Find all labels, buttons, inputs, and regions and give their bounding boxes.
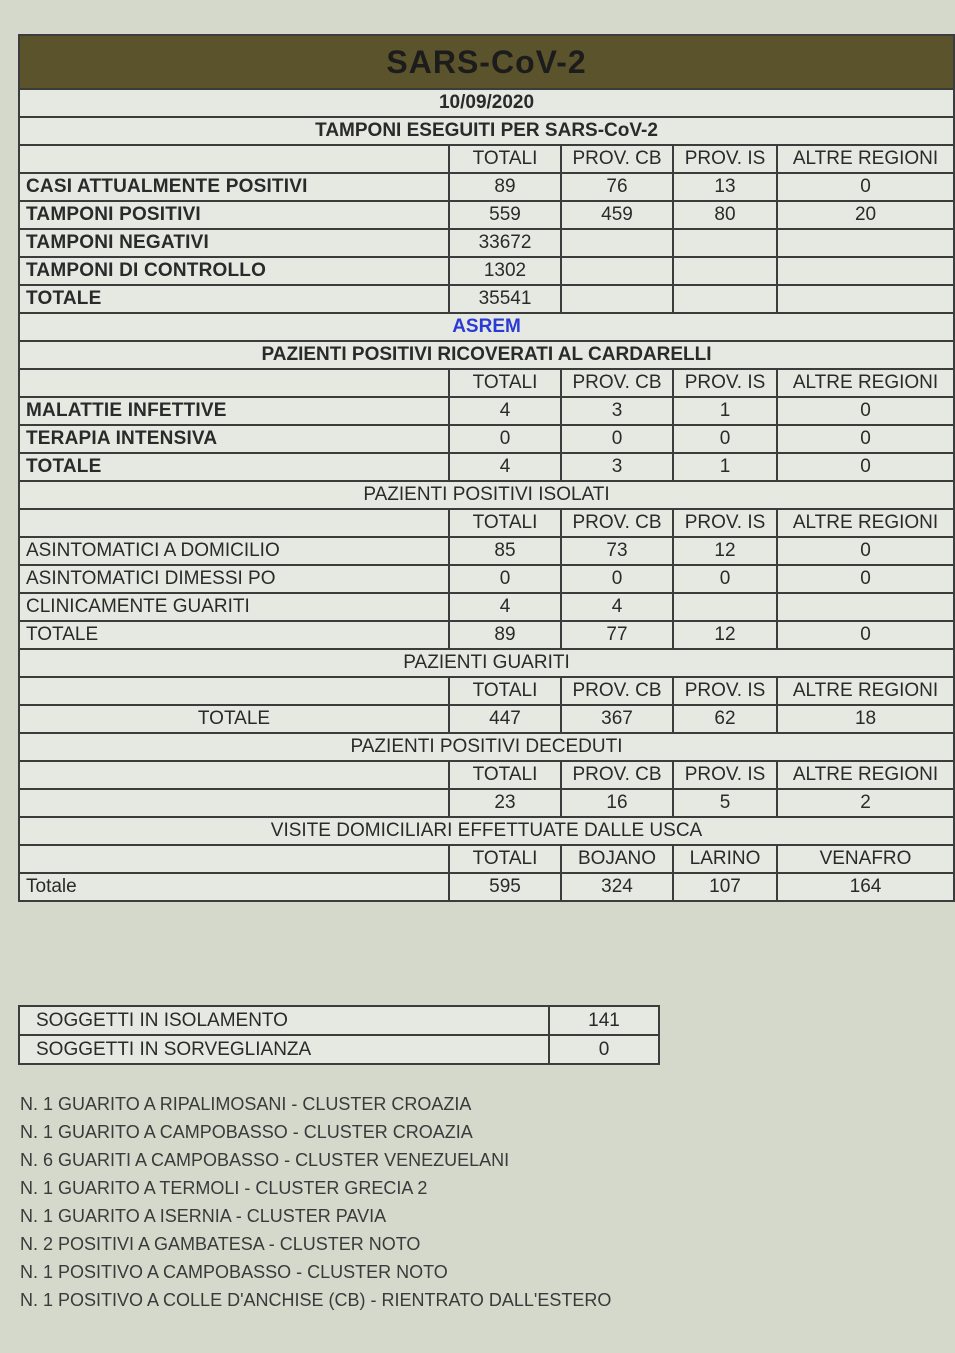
report-sheet: [18, 34, 953, 902]
cell-value: 0: [777, 565, 954, 593]
cell-value: 3: [561, 453, 673, 481]
cell-value: 324: [561, 873, 673, 901]
cell-value: 559: [449, 201, 561, 229]
column-header: ALTRE REGIONI: [777, 677, 954, 705]
cell-value: 5: [673, 789, 777, 817]
cell-value: [777, 257, 954, 285]
cell-value: [561, 285, 673, 313]
row-label: TOTALE: [19, 453, 449, 481]
empty-cell: [19, 509, 449, 537]
cell-value: 0: [549, 1035, 659, 1064]
cell-value: [561, 229, 673, 257]
table-row: [19, 1006, 659, 1035]
cell-value: 1: [673, 453, 777, 481]
column-header: PROV. IS: [673, 369, 777, 397]
cell-value: [777, 285, 954, 313]
note-line: N. 1 GUARITO A CAMPOBASSO - CLUSTER CROAZIA: [20, 1122, 473, 1142]
note-line: N. 1 GUARITO A ISERNIA - CLUSTER PAVIA: [20, 1206, 387, 1226]
table-row: [19, 873, 954, 901]
empty-cell: [19, 845, 449, 873]
cell-value: 89: [449, 621, 561, 649]
column-header: PROV. IS: [673, 145, 777, 173]
cell-value: 35541: [449, 285, 561, 313]
table-row: [19, 257, 954, 285]
cell-value: [561, 257, 673, 285]
cell-value: 447: [449, 705, 561, 733]
row-label: TOTALE: [19, 285, 449, 313]
row-label: TAMPONI POSITIVI: [19, 201, 449, 229]
note-line: N. 1 POSITIVO A COLLE D'ANCHISE (CB) - RIENTRATO DALL'ESTERO: [20, 1290, 612, 1310]
cell-value: 1: [673, 397, 777, 425]
cell-value: 1302: [449, 257, 561, 285]
cell-value: [673, 257, 777, 285]
cell-value: 89: [449, 173, 561, 201]
column-header: PROV. CB: [561, 509, 673, 537]
column-header: BOJANO: [561, 845, 673, 873]
row-label: TOTALE: [19, 621, 449, 649]
cell-value: [777, 229, 954, 257]
row-label: ASINTOMATICI DIMESSI PO: [19, 565, 449, 593]
column-header: PROV. IS: [673, 509, 777, 537]
empty-cell: [19, 789, 449, 817]
column-header: PROV. IS: [673, 761, 777, 789]
section-heading-tamponi: TAMPONI ESEGUITI PER SARS-CoV-2: [19, 117, 954, 145]
cell-value: [673, 229, 777, 257]
cell-value: 459: [561, 201, 673, 229]
cell-value: 0: [777, 397, 954, 425]
cell-value: 2: [777, 789, 954, 817]
cell-value: 4: [449, 453, 561, 481]
column-header: PROV. CB: [561, 761, 673, 789]
cell-value: 62: [673, 705, 777, 733]
column-header: PROV. CB: [561, 145, 673, 173]
column-header: PROV. CB: [561, 369, 673, 397]
header-row: [19, 761, 954, 789]
cell-value: 16: [561, 789, 673, 817]
cell-value: 141: [549, 1006, 659, 1035]
table-row: [19, 1035, 659, 1064]
row-label: CLINICAMENTE GUARITI: [19, 593, 449, 621]
header-row: [19, 845, 954, 873]
row-label: TOTALE: [19, 705, 449, 733]
table-row: [19, 789, 954, 817]
cell-value: 85: [449, 537, 561, 565]
cell-value: 0: [777, 453, 954, 481]
cell-value: 0: [561, 425, 673, 453]
table-row: [19, 425, 954, 453]
table-row: [19, 173, 954, 201]
cell-value: 0: [777, 173, 954, 201]
empty-cell: [19, 145, 449, 173]
row-label: SOGGETTI IN ISOLAMENTO: [19, 1006, 549, 1035]
note-line: N. 1 GUARITO A TERMOLI - CLUSTER GRECIA 2: [20, 1178, 428, 1198]
cell-value: 20: [777, 201, 954, 229]
cell-value: 0: [449, 565, 561, 593]
report-date: 10/09/2020: [19, 89, 954, 117]
section-heading-guariti: PAZIENTI GUARITI: [19, 649, 954, 677]
cell-value: 3: [561, 397, 673, 425]
notes-list: [20, 1090, 820, 1314]
column-header: ALTRE REGIONI: [777, 145, 954, 173]
table-row: [19, 565, 954, 593]
row-label: TAMPONI NEGATIVI: [19, 229, 449, 257]
cell-value: 595: [449, 873, 561, 901]
column-header: LARINO: [673, 845, 777, 873]
header-row: [19, 677, 954, 705]
column-header: PROV. CB: [561, 677, 673, 705]
cell-value: 12: [673, 621, 777, 649]
column-header: TOTALI: [449, 677, 561, 705]
note-line: N. 2 POSITIVI A GAMBATESA - CLUSTER NOTO: [20, 1234, 421, 1254]
header-row: [19, 145, 954, 173]
column-header: ALTRE REGIONI: [777, 761, 954, 789]
column-header: ALTRE REGIONI: [777, 509, 954, 537]
report-title: SARS-CoV-2: [19, 35, 954, 89]
row-label: ASINTOMATICI A DOMICILIO: [19, 537, 449, 565]
note-line: N. 1 GUARITO A RIPALIMOSANI - CLUSTER CROAZIA: [20, 1094, 472, 1114]
cell-value: 12: [673, 537, 777, 565]
cell-value: 73: [561, 537, 673, 565]
cell-value: 0: [673, 425, 777, 453]
table-row: [19, 705, 954, 733]
cell-value: 18: [777, 705, 954, 733]
column-header: TOTALI: [449, 845, 561, 873]
row-label: MALATTIE INFETTIVE: [19, 397, 449, 425]
cell-value: 4: [449, 593, 561, 621]
empty-cell: [19, 761, 449, 789]
cell-value: [673, 593, 777, 621]
table-row: [19, 621, 954, 649]
section-heading-isolati: PAZIENTI POSITIVI ISOLATI: [19, 481, 954, 509]
row-label: Totale: [19, 873, 449, 901]
soggetti-table: [18, 1005, 660, 1065]
cell-value: 0: [561, 565, 673, 593]
section-heading-ricoverati: PAZIENTI POSITIVI RICOVERATI AL CARDARELLI: [19, 341, 954, 369]
row-label: CASI ATTUALMENTE POSITIVI: [19, 173, 449, 201]
cell-value: 4: [449, 397, 561, 425]
table-row: [19, 537, 954, 565]
asrem-label: ASREM: [19, 313, 954, 341]
cell-value: [673, 285, 777, 313]
cell-value: 0: [777, 425, 954, 453]
cell-value: 80: [673, 201, 777, 229]
cell-value: 13: [673, 173, 777, 201]
covid-report-table: [18, 34, 955, 902]
cell-value: 0: [673, 565, 777, 593]
table-row: [19, 201, 954, 229]
cell-value: [777, 593, 954, 621]
cell-value: 77: [561, 621, 673, 649]
row-label: TERAPIA INTENSIVA: [19, 425, 449, 453]
table-row: [19, 285, 954, 313]
column-header: TOTALI: [449, 145, 561, 173]
column-header: TOTALI: [449, 761, 561, 789]
table-row: [19, 593, 954, 621]
column-header: ALTRE REGIONI: [777, 369, 954, 397]
cell-value: 76: [561, 173, 673, 201]
table-row: [19, 397, 954, 425]
empty-cell: [19, 369, 449, 397]
cell-value: 0: [449, 425, 561, 453]
table-row: [19, 229, 954, 257]
note-line: N. 1 POSITIVO A CAMPOBASSO - CLUSTER NOTO: [20, 1262, 448, 1282]
column-header: VENAFRO: [777, 845, 954, 873]
cell-value: 367: [561, 705, 673, 733]
column-header: PROV. IS: [673, 677, 777, 705]
header-row: [19, 369, 954, 397]
cell-value: 33672: [449, 229, 561, 257]
cell-value: 23: [449, 789, 561, 817]
empty-cell: [19, 677, 449, 705]
cell-value: 0: [777, 621, 954, 649]
section-heading-usca: VISITE DOMICILIARI EFFETTUATE DALLE USCA: [19, 817, 954, 845]
note-line: N. 6 GUARITI A CAMPOBASSO - CLUSTER VENEZUELANI: [20, 1150, 510, 1170]
column-header: TOTALI: [449, 509, 561, 537]
section-heading-deceduti: PAZIENTI POSITIVI DECEDUTI: [19, 733, 954, 761]
row-label: SOGGETTI IN SORVEGLIANZA: [19, 1035, 549, 1064]
table-row: [19, 453, 954, 481]
column-header: TOTALI: [449, 369, 561, 397]
header-row: [19, 509, 954, 537]
cell-value: 164: [777, 873, 954, 901]
row-label: TAMPONI DI CONTROLLO: [19, 257, 449, 285]
cell-value: 4: [561, 593, 673, 621]
cell-value: 0: [777, 537, 954, 565]
cell-value: 107: [673, 873, 777, 901]
